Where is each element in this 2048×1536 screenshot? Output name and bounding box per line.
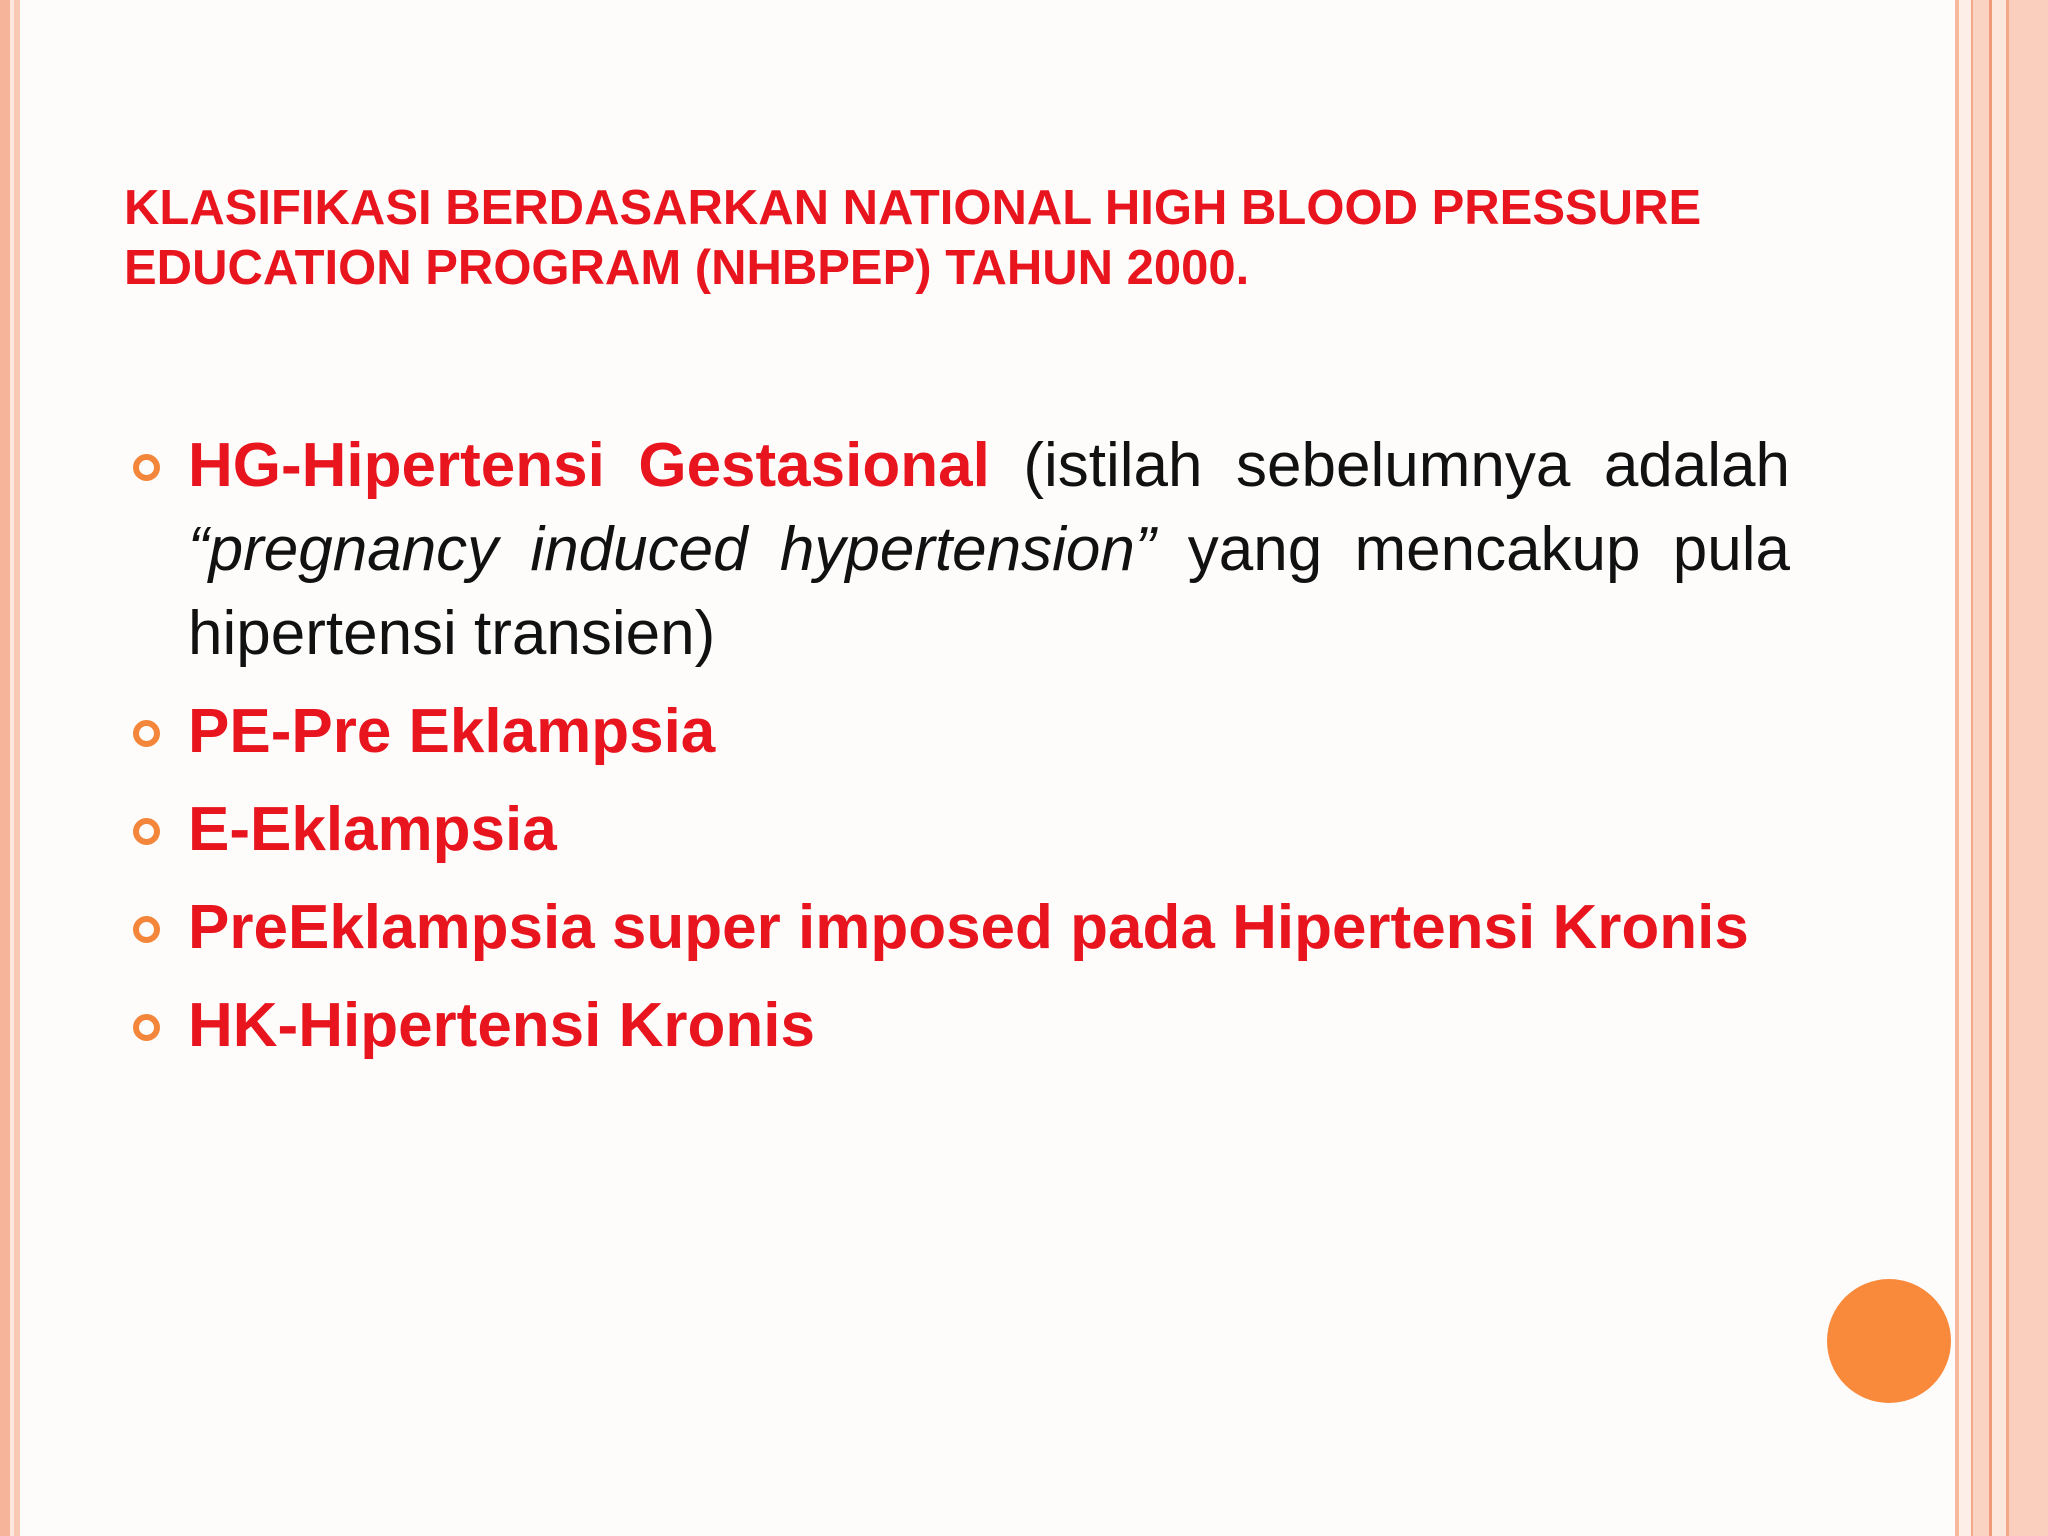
bullet-term: E-Eklampsia — [188, 795, 557, 864]
orange-circle-decoration-icon — [1827, 1279, 1951, 1403]
bullet-term: HG-Hipertensi Gestasional — [188, 431, 990, 500]
bullet-circle-icon — [133, 818, 160, 845]
bullet-circle-icon — [133, 916, 160, 943]
bullet-circle-icon — [133, 454, 160, 481]
left-border-stripe — [14, 0, 20, 1536]
right-border-stripe — [1973, 0, 1989, 1536]
bullet-item-hg — [130, 424, 1790, 676]
bullet-item-pe — [130, 690, 1790, 774]
right-border-stripe — [1992, 0, 2006, 1536]
bullet-description-italic: “pregnancy induced hypertension” — [188, 515, 1156, 584]
bullet-circle-icon — [133, 720, 160, 747]
bullet-item-superimposed — [130, 886, 1790, 970]
bullet-description: (istilah sebelumnya adalah — [989, 431, 1790, 500]
bullet-list — [130, 424, 1790, 1082]
bullet-term: PE-Pre Eklampsia — [188, 697, 716, 766]
slide-title: KLASIFIKASI BERDASARKAN NATIONAL HIGH BLOOD PRESSURE EDUCATION PROGRAM (NHBPEP) TAHUN 2000. — [124, 181, 1702, 295]
right-border-stripe — [2009, 0, 2048, 1536]
bullet-circle-icon — [133, 1014, 160, 1041]
bullet-term: PreEklampsia super imposed pada Hipertensi Kronis — [188, 893, 1749, 962]
right-border-stripe — [1959, 0, 1971, 1536]
bullet-item-e — [130, 788, 1790, 872]
bullet-item-hk — [130, 984, 1790, 1068]
bullet-term: HK-Hipertensi Kronis — [188, 991, 815, 1060]
bullet-description: yang mencakup pula hipertensi transien) — [188, 515, 1790, 668]
left-border-stripe — [0, 0, 10, 1536]
